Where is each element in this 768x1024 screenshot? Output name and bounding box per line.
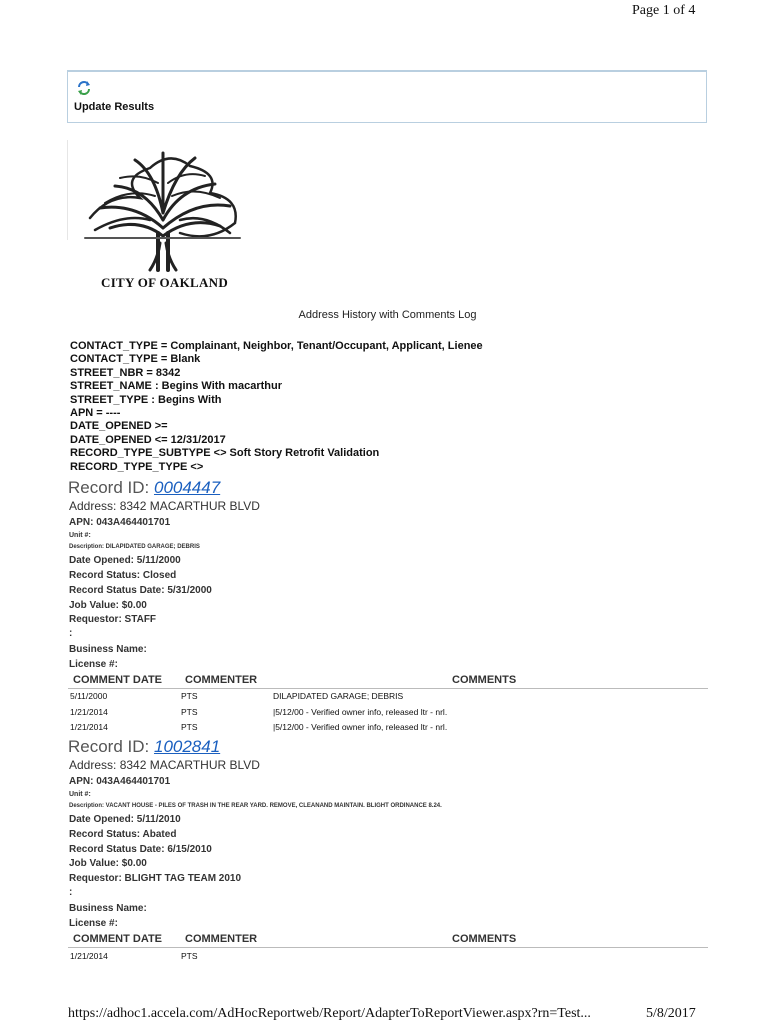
record-id-link[interactable]: 1002841 xyxy=(153,737,221,756)
divider xyxy=(67,140,68,240)
column-header-comments: COMMENTS xyxy=(452,674,517,686)
record-business-name: Business Name: xyxy=(69,903,147,914)
cell-comment: |5/12/00 - Verified owner info, released ltr - nrl. xyxy=(273,707,448,717)
criteria-line: RECORD_TYPE_SUBTYPE <> Soft Story Retrofit Validation xyxy=(70,447,380,460)
record-id-link[interactable]: 0004447 xyxy=(153,478,221,497)
column-header-comment-date: COMMENT DATE xyxy=(73,933,163,945)
record-license: License #: xyxy=(69,918,118,929)
cell-commenter: PTS xyxy=(181,722,198,732)
record-title xyxy=(68,737,220,757)
record-date-opened: Date Opened: 5/11/2010 xyxy=(69,814,181,825)
report-toolbar xyxy=(67,70,707,123)
column-header-commenter: COMMENTER xyxy=(185,933,258,945)
logo-text: CITY OF OAKLAND xyxy=(101,275,229,290)
record-license: License #: xyxy=(69,659,118,670)
header-divider xyxy=(68,688,708,689)
oakland-tree-logo xyxy=(80,148,246,273)
criteria-line: CONTACT_TYPE = Complainant, Neighbor, Tenant/Occupant, Applicant, Lienee xyxy=(70,340,483,352)
criteria-line: APN = ---- xyxy=(70,406,121,419)
record-unit: Unit #: xyxy=(69,791,91,798)
record-id-label: Record ID: xyxy=(68,737,150,756)
header-divider xyxy=(68,947,708,948)
record-requestor: Requestor: STAFF xyxy=(69,614,157,625)
record-status: Record Status: Abated xyxy=(69,829,177,840)
cell-comment: DILAPIDATED GARAGE; DEBRIS xyxy=(273,691,404,701)
cell-commenter: PTS xyxy=(181,691,198,701)
update-results-button[interactable]: Update Results xyxy=(74,101,155,113)
cell-date: 1/21/2014 xyxy=(70,951,108,961)
record-description: Description: VACANT HOUSE - PILES OF TRASH IN THE REAR YARD. REMOVE, CLEANAND MAINTAIN. BLIGHT ORDINANCE 8.24. xyxy=(69,803,442,809)
record-address: Address: 8342 MACARTHUR BLVD xyxy=(69,499,260,513)
criteria-line: DATE_OPENED <= 12/31/2017 xyxy=(70,433,226,446)
footer-url: https://adhoc1.accela.com/AdHocReportweb/Report/AdapterToReportViewer.aspx?rn=Test... xyxy=(68,1006,591,1021)
criteria-line: CONTACT_TYPE = Blank xyxy=(70,353,201,366)
record-job-value: Job Value: $0.00 xyxy=(69,600,147,611)
footer-date: 5/8/2017 xyxy=(646,1006,696,1021)
refresh-icon[interactable] xyxy=(76,80,92,96)
record-description: Description: DILAPIDATED GARAGE; DEBRIS xyxy=(69,544,200,550)
record-date-opened: Date Opened: 5/11/2000 xyxy=(69,555,181,566)
criteria-line: DATE_OPENED >= xyxy=(70,420,168,433)
criteria-line: RECORD_TYPE_TYPE <> xyxy=(70,460,204,473)
criteria-line: STREET_NBR = 8342 xyxy=(70,366,181,379)
criteria-line: STREET_NAME : Begins With macarthur xyxy=(70,380,282,393)
cell-commenter: PTS xyxy=(181,951,198,961)
record-status-date: Record Status Date: 6/15/2010 xyxy=(69,844,212,855)
record-colon: : xyxy=(69,628,73,639)
record-title xyxy=(68,478,220,498)
page-number: Page 1 of 4 xyxy=(632,3,696,18)
criteria-line: STREET_TYPE : Begins With xyxy=(70,393,222,406)
record-status: Record Status: Closed xyxy=(69,570,177,581)
record-apn: APN: 043A464401701 xyxy=(69,776,171,787)
record-business-name: Business Name: xyxy=(69,644,147,655)
report-title: Address History with Comments Log xyxy=(298,309,477,321)
cell-commenter: PTS xyxy=(181,707,198,717)
cell-comment: |5/12/00 - Verified owner info, released ltr - nrl. xyxy=(273,722,448,732)
column-header-comments: COMMENTS xyxy=(452,933,517,945)
cell-date: 1/21/2014 xyxy=(70,707,108,717)
record-id-label: Record ID: xyxy=(68,478,150,497)
record-job-value: Job Value: $0.00 xyxy=(69,858,147,869)
record-colon: : xyxy=(69,887,73,898)
record-requestor: Requestor: BLIGHT TAG TEAM 2010 xyxy=(69,873,242,884)
cell-date: 1/21/2014 xyxy=(70,722,108,732)
column-header-commenter: COMMENTER xyxy=(185,674,258,686)
record-address: Address: 8342 MACARTHUR BLVD xyxy=(69,758,260,772)
record-apn: APN: 043A464401701 xyxy=(69,517,171,528)
column-header-comment-date: COMMENT DATE xyxy=(73,674,163,686)
record-unit: Unit #: xyxy=(69,532,91,539)
cell-date: 5/11/2000 xyxy=(70,691,108,701)
record-status-date: Record Status Date: 5/31/2000 xyxy=(69,585,212,596)
report-criteria xyxy=(70,340,483,474)
